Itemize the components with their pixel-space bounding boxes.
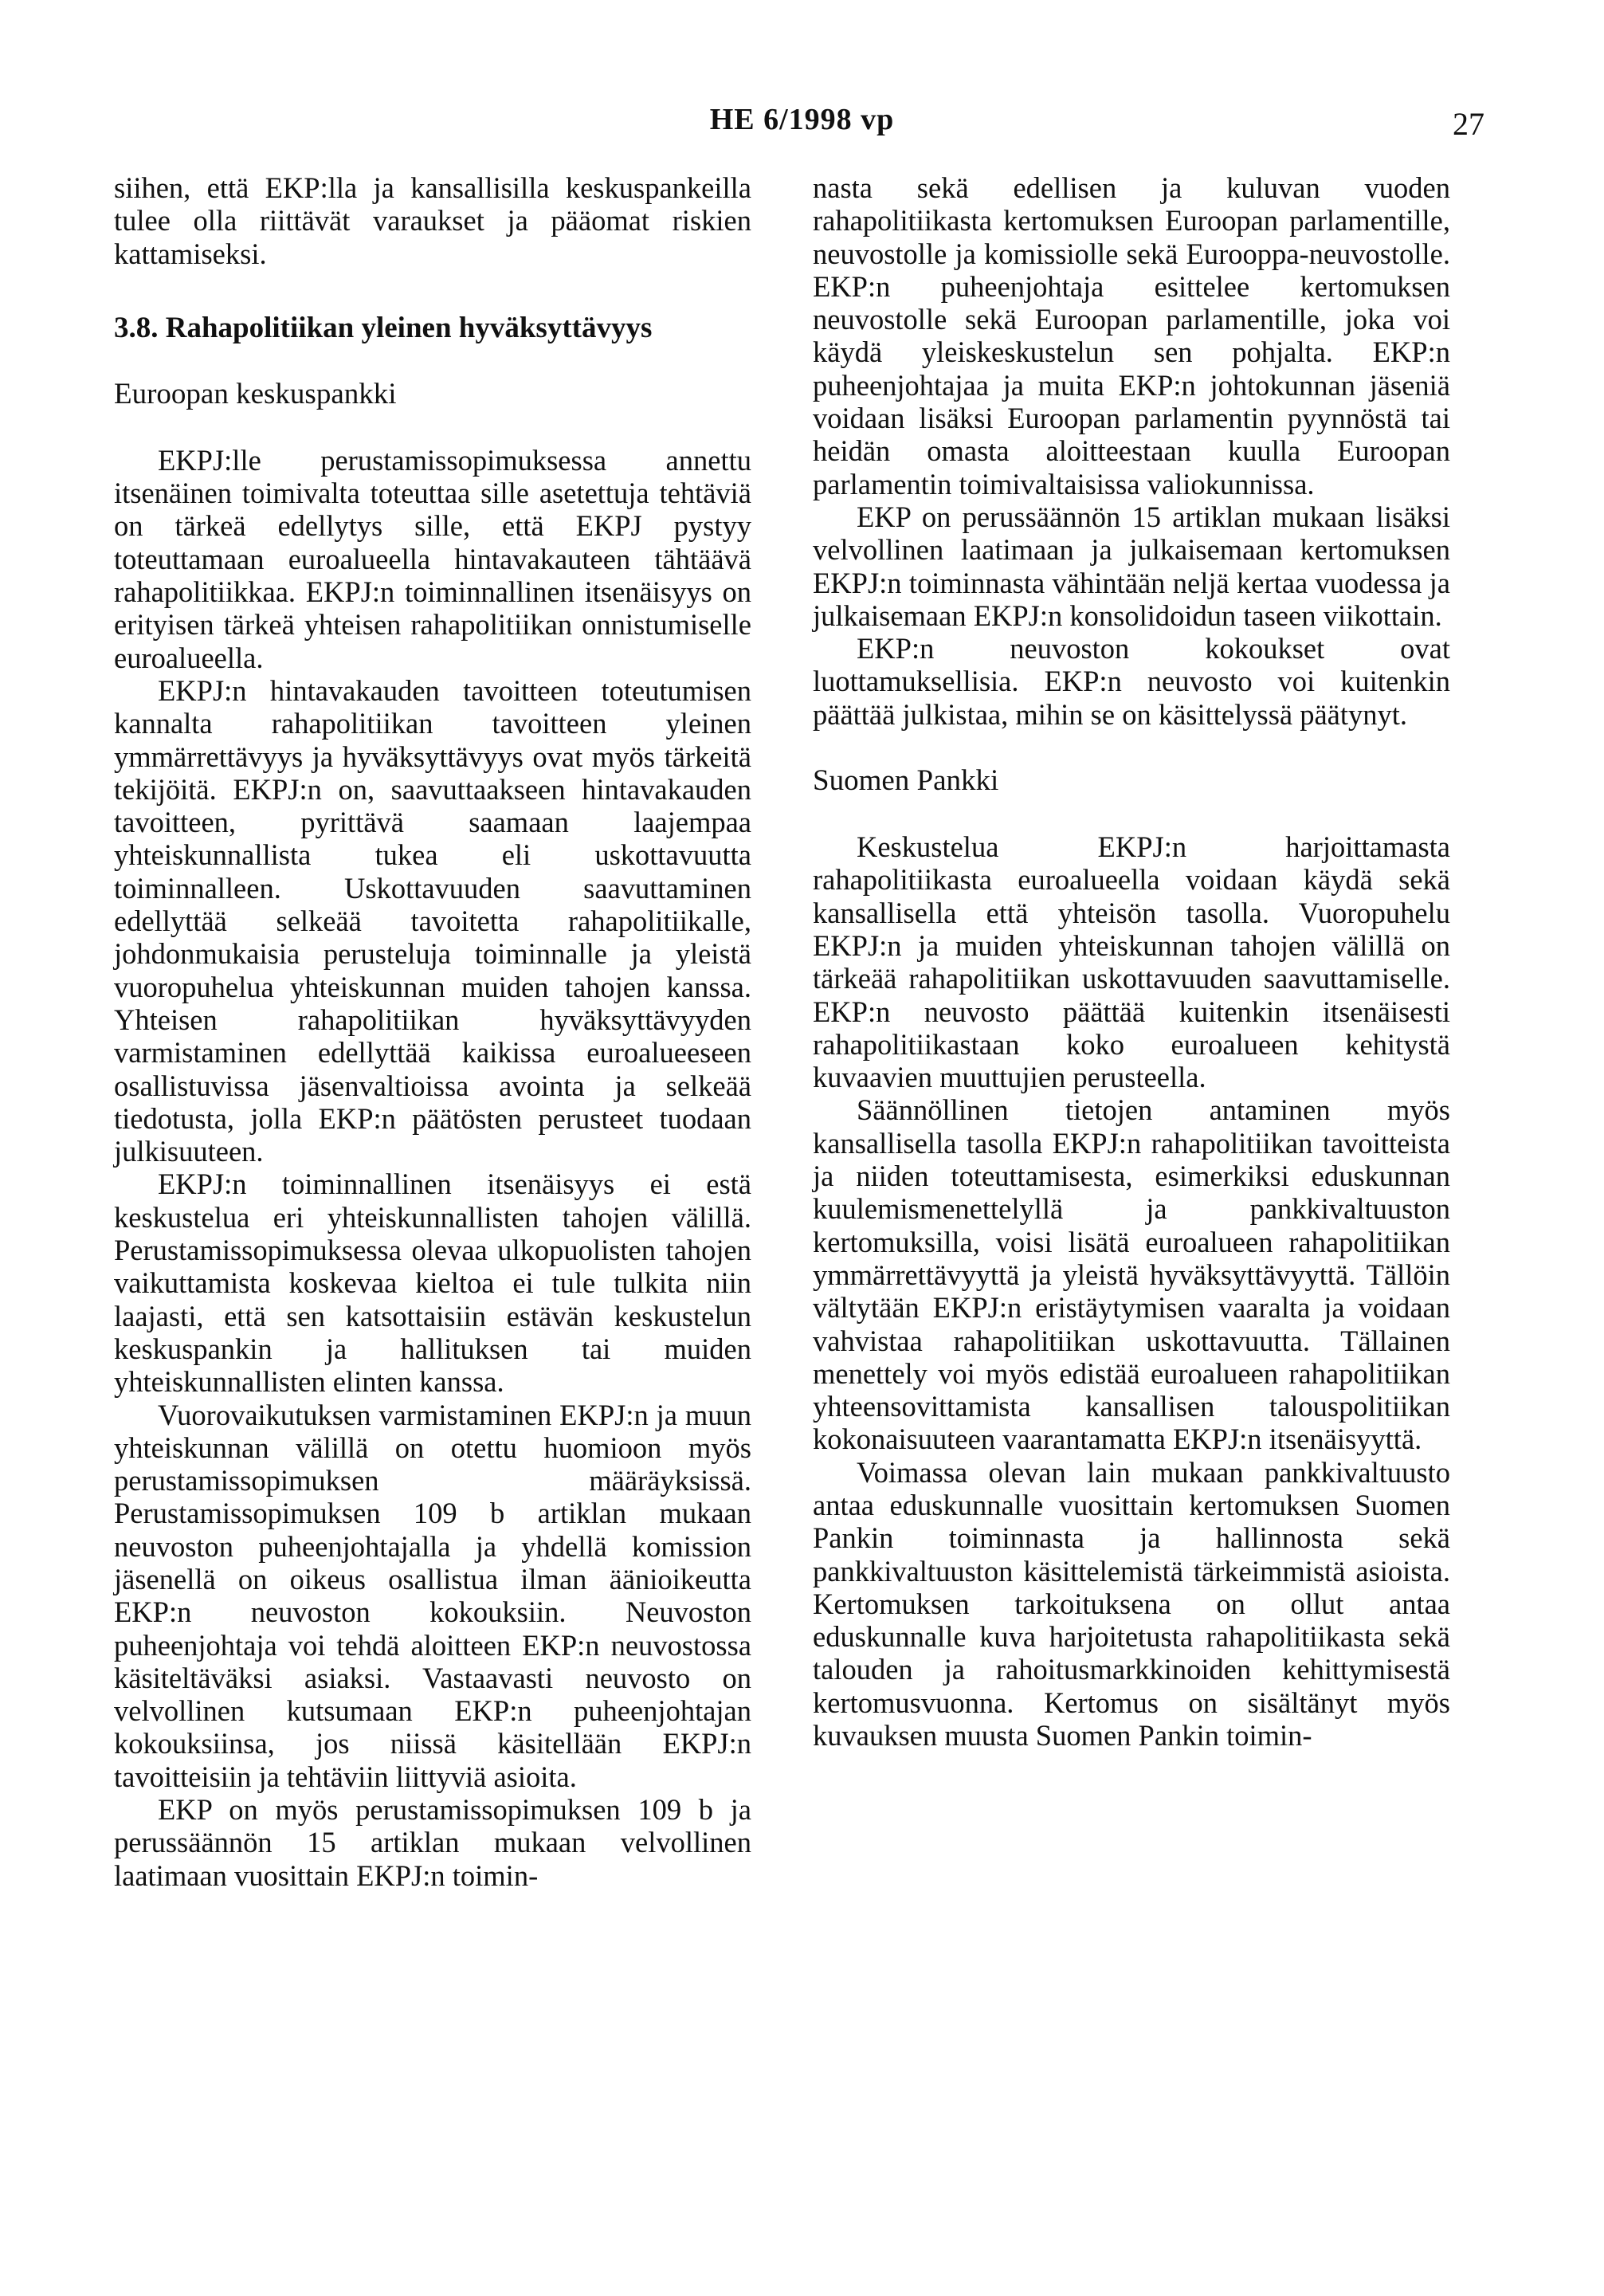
paragraph: EKP on myös perustamissopimuksen 109 b ja perussäännön 15 artiklan mukaan velvollinen laatimaan vuosittain EKPJ:n toimin- xyxy=(114,1793,751,1892)
paragraph-continuation: nasta sekä edellisen ja kuluvan vuoden rahapolitiikasta kertomuksen Euroopan parlamentille, neuvostolle ja komissiolle sekä Eurooppa-neuvostolle. EKP:n puheenjohtaja esittelee kertomuksen neuvostolle sekä Euroopan parlamentille, joka voi käydä yleiskeskustelun sen pohjalta. EKP:n puheenjohtajaa ja muita EKP:n johtokunnan jäseniä voidaan lisäksi Euroopan parlamentin pyynnöstä tai heidän omasta aloitteestaan kuulla Euroopan parlamentin toimivaltaisissa valiokunnissa. xyxy=(813,171,1450,500)
document-id: HE 6/1998 vp xyxy=(709,103,895,136)
paragraph: EKP:n neuvoston kokoukset ovat luottamuksellisia. EKP:n neuvosto voi kuitenkin päättää julkistaa, mihin se on käsittelyssä päätynyt. xyxy=(813,632,1450,731)
paragraph: EKPJ:n toiminnallinen itsenäisyys ei estä keskustelua eri yhteiskunnallisten tahojen välillä. Perustamissopimuksessa olevaa ulkopuolisten tahojen vaikuttamista koskevaa kieltoa ei tule tulkita niin laajasti, että sen katsottaisiin estävän keskustelun keskuspankin ja hallituksen tai muiden yhteiskunnallisten elinten kanssa. xyxy=(114,1168,751,1399)
paragraph: EKP on perussäännön 15 artiklan mukaan lisäksi velvollinen laatimaan ja julkaisemaan kertomuksen EKPJ:n toiminnasta vähintään neljä kertaa vuodessa ja julkaisemaan EKPJ:n konsolidoidun taseen viikottain. xyxy=(813,500,1450,632)
paragraph: EKPJ:n hintavakauden tavoitteen toteutumisen kannalta rahapolitiikan tavoitteen yleinen ymmärrettävyys ja hyväksyttävyys ovat myös tärkeitä tekijöitä. EKPJ:n on, saavuttaakseen hintavakauden tavoitteen, pyrittävä saamaan laajempaa yhteiskunnallista tukea eli uskottavuutta toiminnalleen. Uskottavuuden saavuttaminen edellyttää selkeää tavoitetta rahapolitiikalle, johdonmukaisia perusteluja toiminnalle ja yleistä vuoropuhelua yhteiskunnan muiden tahojen kanssa. Yhteisen rahapolitiikan hyväksyttävyyden varmistaminen edellyttää kaikissa euroalueeseen osallistuvissa jäsenvaltioissa avointa ja selkeää tiedotusta, jolla EKP:n päätösten perusteet tuodaan julkisuuteen. xyxy=(114,673,751,1168)
paragraph: Keskustelua EKPJ:n harjoittamasta rahapolitiikasta euroalueella voidaan käydä sekä kansallisella että yhteisön tasolla. Vuoropuhelu EKPJ:n ja muiden yhteiskunnan tahojen välillä on tärkeää rahapolitiikan uskottavuuden saavuttamiselle. EKP:n neuvosto päättää kuitenkin itsenäisesti rahapolitiikastaan koko euroalueen kehitystä kuvaavien muuttujien perusteella. xyxy=(813,830,1450,1094)
right-column xyxy=(813,171,1450,1752)
paragraph: Säännöllinen tietojen antaminen myös kansallisella tasolla EKPJ:n rahapolitiikan tavoitteista ja niiden toteuttamisesta, esimerkiksi eduskunnan kuulemismenettelyllä ja pankkivaltuuston kertomuksilla, voisi lisätä euroalueen rahapolitiikan ymmärrettävyyttä ja yleistä hyväksyttävyyttä. Tällöin vältytään EKPJ:n eristäytymisen vaaralta ja voidaan vahvistaa rahapolitiikan uskottavuutta. Tällainen menettely voi myös edistää euroalueen rahapolitiikan yhteensovittamista kansallisen talouspolitiikan kokonaisuuteen vaarantamatta EKPJ:n itsenäisyyttä. xyxy=(813,1093,1450,1456)
page-header xyxy=(0,102,1604,150)
left-column xyxy=(114,171,751,1892)
paragraph: EKPJ:lle perustamissopimuksessa annettu itsenäinen toimivalta toteuttaa sille asetettuja tehtäviä on tärkeä edellytys sille, että EKPJ pystyy toteuttamaan euroalueella hintavakauteen tähtäävä rahapolitiikkaa. EKPJ:n toiminnallinen itsenäisyys on erityisen tärkeä yhteisen rahapolitiikan onnistumiselle euroalueella. xyxy=(114,443,751,674)
section-heading: 3.8. Rahapolitiikan yleinen hyväksyttävyys xyxy=(114,311,653,344)
paragraph-continuation: siihen, että EKP:lla ja kansallisilla keskuspankeilla tulee olla riittävät varaukset ja pääomat riskien kattamiseksi. xyxy=(114,171,751,270)
page-number: 27 xyxy=(1453,106,1484,142)
subheading-bank-of-finland: Suomen Pankki xyxy=(813,764,999,798)
subheading-ecb: Euroopan keskuspankki xyxy=(114,377,397,410)
paragraph: Vuorovaikutuksen varmistaminen EKPJ:n ja muun yhteiskunnan välillä on otettu huomioon myös perustamissopimuksen määräyksissä. Perustamissopimuksen 109 b artiklan mukaan neuvoston puheenjohtajalla ja yhdellä komission jäsenellä on oikeus osallistua ilman äänioikeutta EKP:n neuvoston kokouksiin. Neuvoston puheenjohtaja voi tehdä aloitteen EKP:n neuvostossa käsiteltäväksi asiaksi. Vastaavasti neuvosto on velvollinen kutsumaan EKP:n puheenjohtajan kokouksiinsa, jos niissä käsitellään EKPJ:n tavoitteisiin ja tehtäviin liittyviä asioita. xyxy=(114,1398,751,1793)
paragraph: Voimassa olevan lain mukaan pankkivaltuusto antaa eduskunnalle vuosittain kertomuksen Suomen Pankin toiminnasta ja hallinnosta sekä pankkivaltuuston käsittelemistä tärkeimmistä asioista. Kertomuksen tarkoituksena on ollut antaa eduskunnalle kuva harjoitetusta rahapolitiikasta sekä talouden ja rahoitusmarkkinoiden kehittymisestä kertomusvuonna. Kertomus on sisältänyt myös kuvauksen muusta Suomen Pankin toimin- xyxy=(813,1455,1450,1752)
